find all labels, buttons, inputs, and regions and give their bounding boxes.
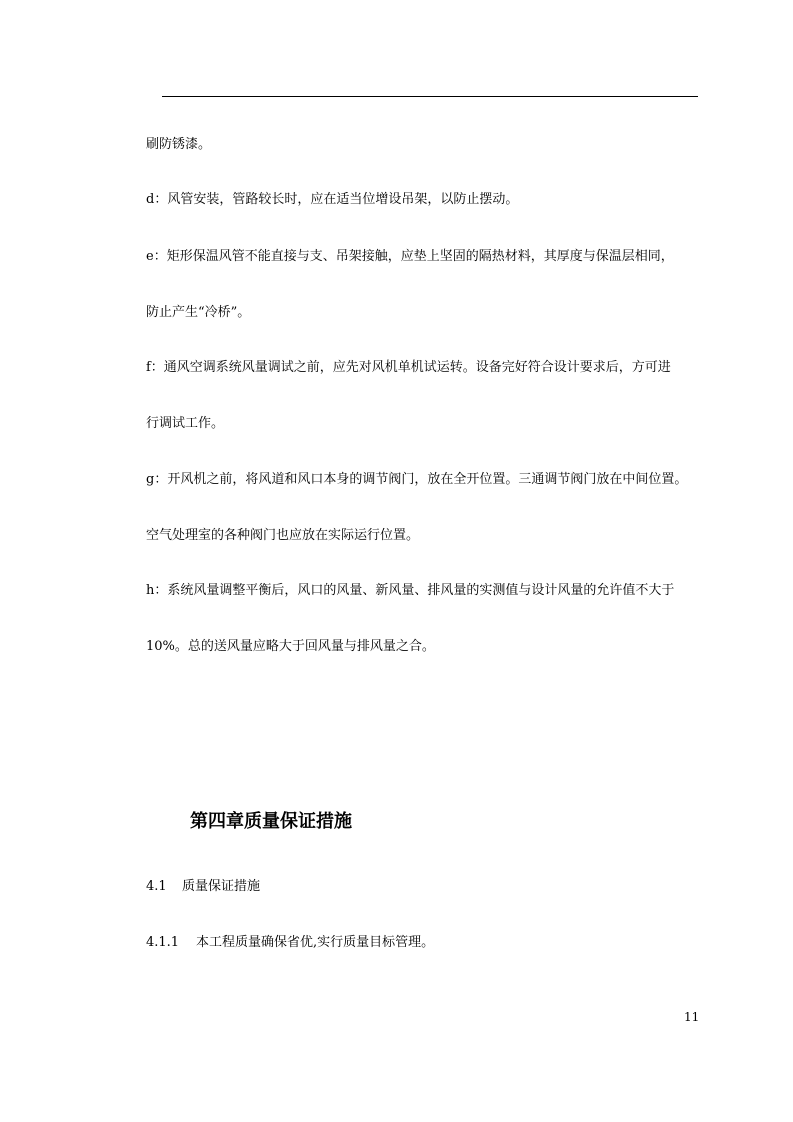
body-line-9: h：系统风量调整平衡后，风口的风量、新风量、排风量的实测值与设计风量的允许值不大于 xyxy=(146,583,675,598)
body-line-10: 10%。总的送风量应略大于回风量与排风量之合。 xyxy=(146,639,435,654)
section-title: 质量保证措施 xyxy=(182,879,261,894)
body-line-3: e：矩形保温风管不能直接与支、吊架接触，应垫上坚固的隔热材料，其厚度与保温层相同， xyxy=(146,249,674,264)
body-line-1: 刷防锈漆。 xyxy=(146,137,212,152)
header-rule xyxy=(162,96,698,97)
section-title: 本工程质量确保省优,实行质量目标管理。 xyxy=(196,935,435,950)
body-line-2: d：风管安装，管路较长时，应在适当位增设吊架，以防止摆动。 xyxy=(146,192,519,207)
section-heading-4-1-1 xyxy=(146,934,434,952)
body-line-6: 行调试工作。 xyxy=(146,416,225,431)
section-number: 4.1.1 xyxy=(146,935,180,950)
chapter-title: 第四章质量保证措施 xyxy=(190,811,352,832)
section-heading-4-1 xyxy=(146,878,260,896)
body-line-7: g：开风机之前，将风道和风口本身的调节阀门，放在全开位置。三通调节阀门放在中间位置。 xyxy=(146,472,688,487)
body-line-4: 防止产生“冷桥”。 xyxy=(146,305,251,320)
body-line-8: 空气处理室的各种阀门也应放在实际运行位置。 xyxy=(146,528,420,543)
page-number: 11 xyxy=(684,1010,700,1024)
section-number: 4.1 xyxy=(146,879,167,894)
body-line-5: f：通风空调系统风量调试之前，应先对风机单机试运转。设备完好符合设计要求后，方可进 xyxy=(146,360,671,375)
